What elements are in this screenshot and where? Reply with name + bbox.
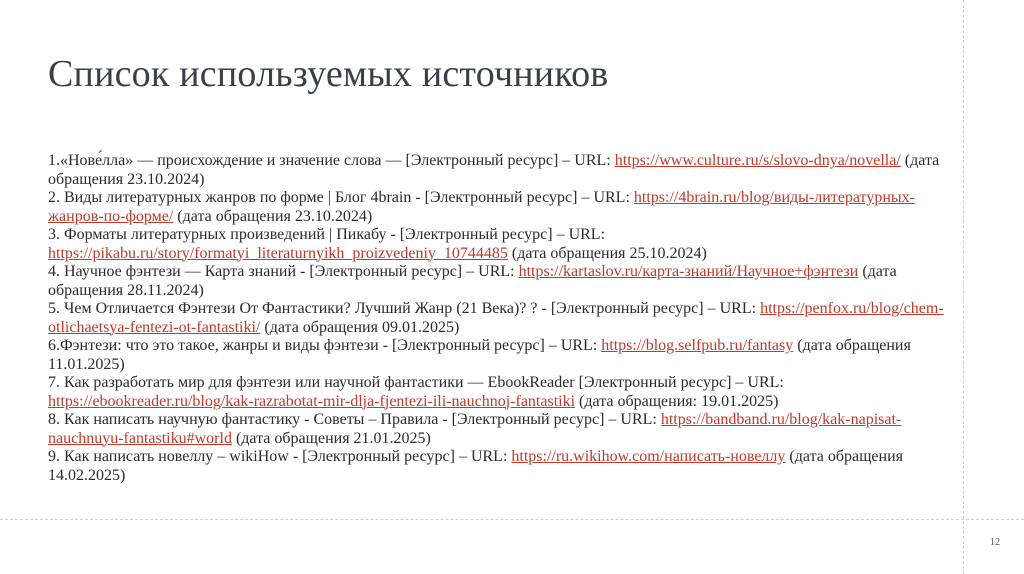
reference-access-date: (дата обращения 23.10.2024)	[48, 152, 940, 188]
reference-link[interactable]: https://blog.selfpub.ru/fantasy	[601, 337, 794, 354]
page-number: 12	[990, 537, 1000, 548]
reference-access-date: (дата обращения 25.10.2024)	[507, 244, 707, 262]
reference-list	[48, 152, 948, 485]
reference-item	[48, 374, 948, 411]
reference-link[interactable]: https://www.culture.ru/s/slovo-dnya/novella/	[614, 152, 901, 169]
reference-text: 4. Научное фэнтези — Карта знаний - [Электронный ресурс] – URL:	[48, 263, 519, 280]
reference-access-date: (дата обращения 11.01.2025)	[48, 337, 911, 373]
reference-item	[48, 152, 948, 189]
reference-access-date: (дата обращения 09.01.2025)	[260, 318, 460, 336]
reference-access-date: (дата обращения 28.11.2024)	[48, 263, 897, 299]
reference-item	[48, 300, 948, 337]
reference-link[interactable]: https://ebookreader.ru/blog/kak-razrabotat-mir-dlja-fjentezi-ili-nauchnoj-fantastiki	[48, 392, 576, 410]
reference-text: 5. Чем Отличается Фэнтези От Фантастики? Лучший Жанр (21 Века)? ? - [Электронный ресурс] – URL:	[48, 300, 761, 317]
reference-text: 9. Как написать новеллу – wikiHow - [Электронный ресурс] – URL:	[48, 448, 512, 465]
reference-item	[48, 337, 948, 374]
reference-access-date: (дата обращения 14.02.2025)	[48, 448, 903, 484]
reference-text: 1.«Нове́лла» — происхождение и значение слова — [Электронный ресурс] – URL:	[48, 152, 615, 169]
reference-item	[48, 263, 948, 300]
reference-access-date: (дата обращения: 19.01.2025)	[575, 392, 779, 410]
reference-text: 8. Как написать научную фантастику - Советы – Правила - [Электронный ресурс] – URL:	[48, 411, 661, 428]
reference-item	[48, 411, 948, 448]
reference-link[interactable]: https://ru.wikihow.com/написать-новеллу	[511, 448, 786, 465]
horizontal-guide-line	[0, 519, 1024, 520]
reference-access-date: (дата обращения 21.01.2025)	[231, 429, 431, 447]
reference-text: 2. Виды литературных жанров по форме | Блог 4brain - [Электронный ресурс] – URL:	[48, 189, 634, 206]
slide-title: Список используемых источников	[48, 53, 609, 95]
reference-link[interactable]: https://bandband.ru/blog/kak-napisat-nauchnuyu-fantastiku#world	[48, 411, 902, 447]
reference-access-date: (дата обращения 23.10.2024)	[173, 207, 373, 225]
reference-item	[48, 448, 948, 485]
reference-link[interactable]: https://kartaslov.ru/карта-знаний/Научное+фэнтези	[518, 263, 859, 280]
reference-item	[48, 226, 948, 263]
reference-link[interactable]: https://penfox.ru/blog/chem-otlichaetsya-fentezi-ot-fantastiki/	[48, 300, 944, 336]
reference-text: 7. Как разработать мир для фэнтези или научной фантастики — EbookReader [Электронный ресурс] – URL:	[48, 374, 784, 391]
reference-item	[48, 189, 948, 226]
reference-link[interactable]: https://4brain.ru/blog/виды-литературных-жанров-по-форме/	[48, 189, 915, 225]
reference-link[interactable]: https://pikabu.ru/story/formatyi_literaturnyikh_proizvedeniy_10744485	[48, 244, 508, 262]
reference-text: 3. Форматы литературных произведений | Пикабу - [Электронный ресурс] – URL:	[48, 226, 606, 243]
vertical-guide-line	[963, 0, 964, 574]
reference-text: 6.Фэнтези: что это такое, жанры и виды фэнтези - [Электронный ресурс] – URL:	[48, 337, 602, 354]
